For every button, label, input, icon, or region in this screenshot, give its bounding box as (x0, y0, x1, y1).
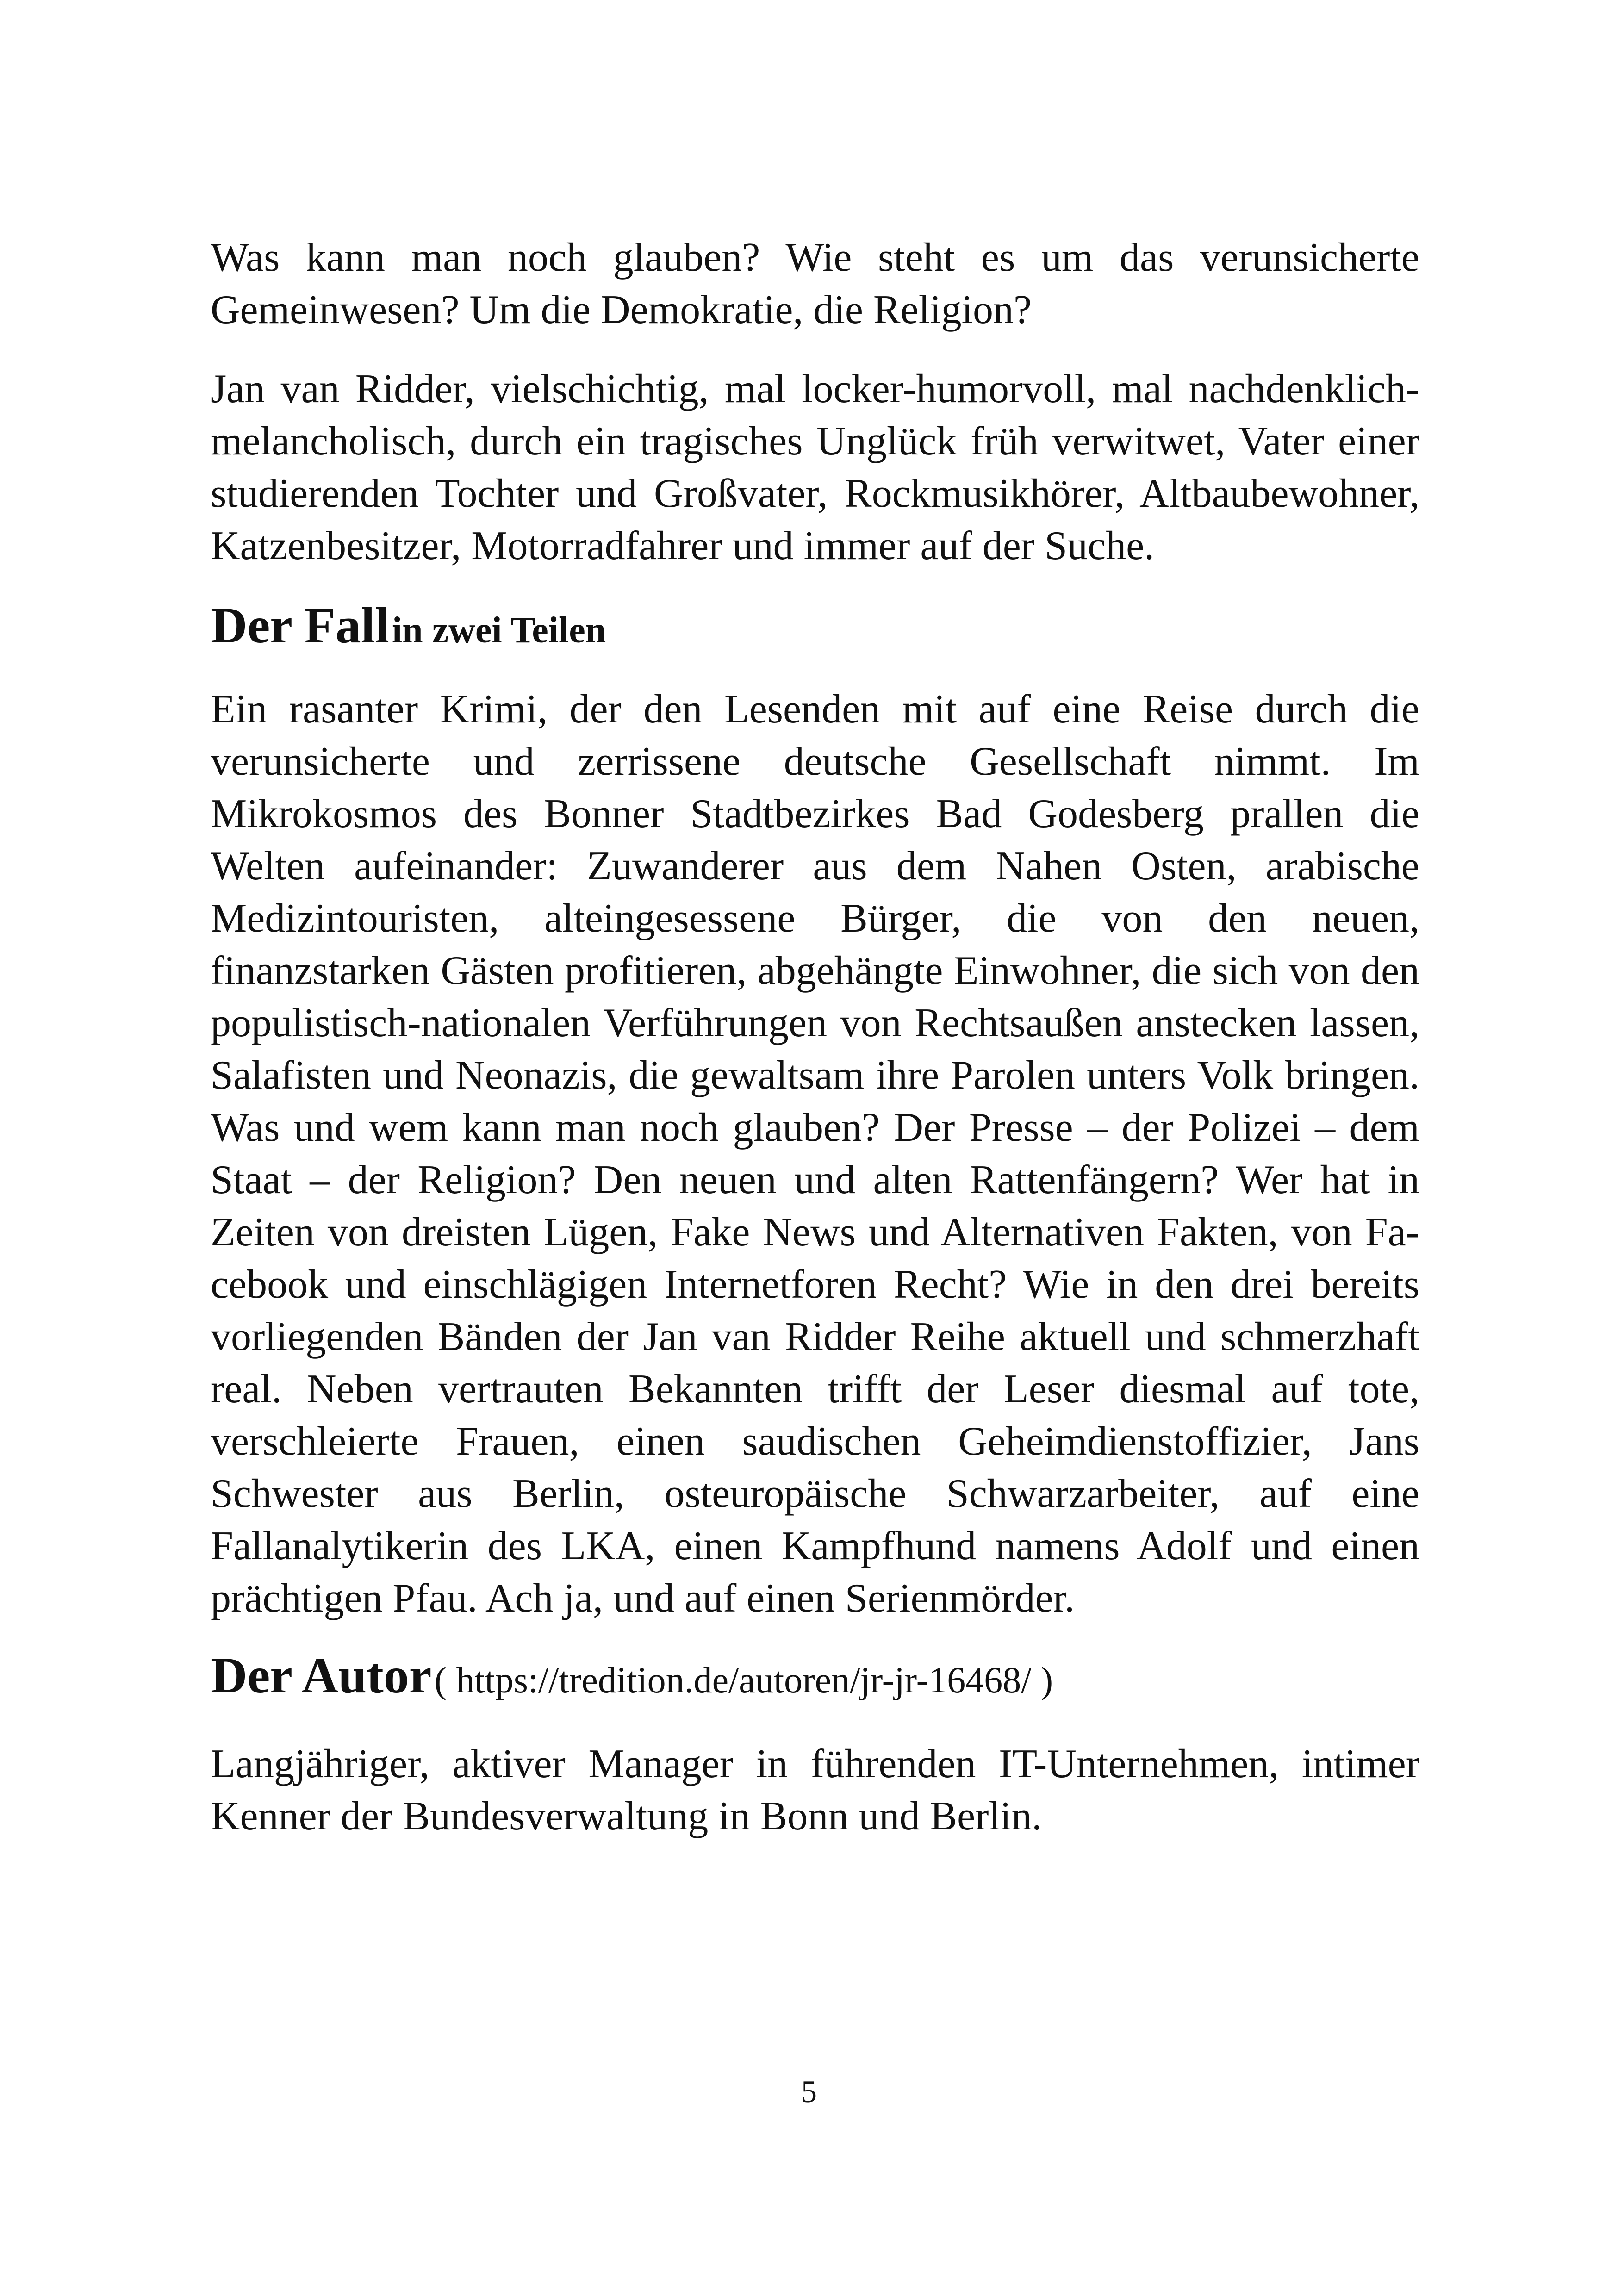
section-heading-autor (211, 1641, 1419, 1724)
document-body (211, 231, 1419, 1842)
author-profile-link[interactable]: ( https://tredition.de/autoren/jr-jr-16468/ ) (434, 1660, 1053, 1701)
fall-description: Ein rasanter Krimi, der den Lesenden mit auf eine Reise durch die verunsicherte und zerrissene deutsche Gesellschaft nimmt. Im Mikrokosmos des Bonner Stadtbezirkes Bad Godesberg prallen die Welten aufeinander: Zuwanderer aus dem Nahen Osten, arabische Medizintouristen, alteingesessene Bürger, die von den neuen, finanzstarken Gästen profitieren, abgehängte Einwohner, die sich von den populistisch-nationalen Verführungen von Rechtsaußen anstecken lassen, Salafisten und Neonazis, die gewaltsam ihre Parolen unters Volk bringen. Was und wem kann man noch glauben? Der Presse – der Polizei – dem Staat – der Religion? Den neuen und alten Rattenfängern? Wer hat in Zeiten von dreisten Lügen, Fake News und Alternativen Fakten, von Facebook und einschlägigen Internetforen Recht? Wie in den drei bereits vorliegenden Bänden der Jan van Ridder Reihe aktuell und schmerzhaft real. Neben vertrauten Bekannten trifft der Leser diesmal auf tote, verschleierte Frauen, einen saudischen Geheimdienstoffizier, Jans Schwester aus Berlin, osteuropäische Schwarzarbeiter, auf eine Fallanalytikerin des LKA, einen Kampfhund namens Adolf und einen prächtigen Pfau. Ach ja, und auf einen Serienmörder. (211, 687, 1419, 1621)
intro-question: Was kann man noch glauben? Wie steht es um das verunsicherte Gemeinwesen? Um die Demokratie, die Religion? (211, 235, 1419, 332)
section-heading-fall (211, 591, 1419, 674)
character-description: Jan van Ridder, vielschichtig, mal locker-humorvoll, mal nachdenklich-melancholisch, durch ein tragisches Unglück früh verwitwet, Vater einer studierenden Tochter und Großvater, Rockmusikhörer, Altbaubewohner, Katzenbesitzer, Motorradfahrer und immer auf der Suche. (211, 367, 1419, 568)
page-number: 5 (801, 2074, 817, 2109)
heading-fall-sub: in zwei Teilen (392, 610, 606, 651)
heading-fall-main: Der Fall (211, 597, 389, 653)
autor-description: Langjähriger, aktiver Manager in führenden IT-Unternehmen, intimer Kenner der Bundesverwaltung in Bonn und Berlin. (211, 1742, 1419, 1839)
heading-autor-main: Der Autor (211, 1647, 432, 1704)
